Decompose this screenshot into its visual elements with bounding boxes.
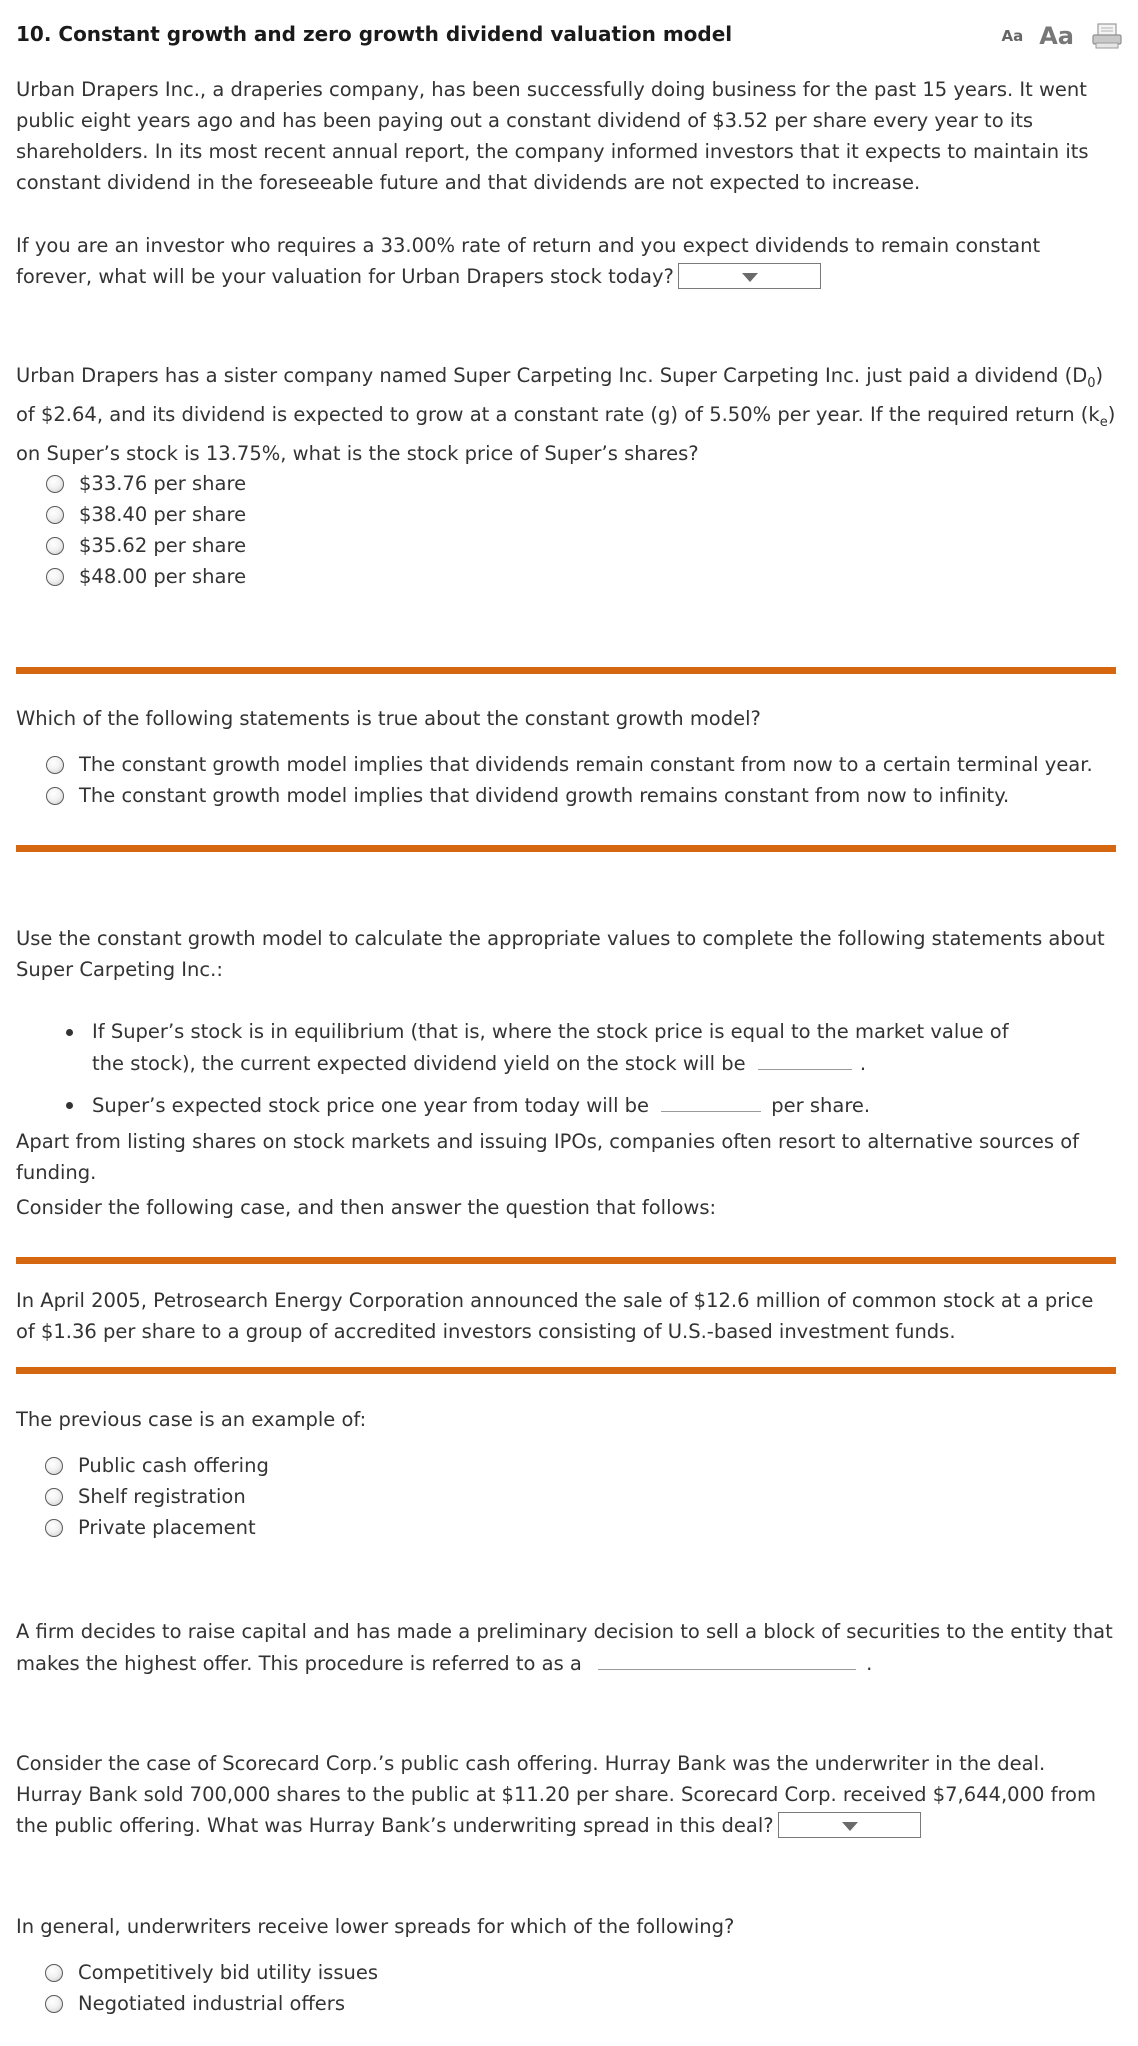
bullet1-end: . (859, 1052, 867, 1075)
radio-option[interactable] (45, 1481, 269, 1512)
super-question-text-c: ) on Super’s stock is 13.75%, what is the stock price of Super’s shares? (16, 402, 1116, 465)
d0-subscript: 0 (1087, 375, 1096, 391)
radio-button[interactable] (45, 1964, 63, 1982)
radio-option[interactable] (45, 1450, 269, 1481)
lower-spreads-question (16, 1911, 1116, 1942)
constant-growth-options (46, 749, 1093, 811)
radio-button[interactable] (45, 1995, 63, 2013)
radio-button[interactable] (46, 568, 64, 586)
radio-option[interactable] (45, 1988, 378, 2019)
radio-option[interactable] (46, 530, 246, 561)
radio-label: Shelf registration (78, 1485, 246, 1508)
statements-list (66, 1016, 1106, 1121)
funding-intro-text: Apart from listing shares on stock markets and issuing IPOs, companies often resort to alternative sources of funding. (16, 1130, 1080, 1184)
bullet2-text-b: per share. (771, 1094, 871, 1117)
auction-question-end: . (866, 1652, 873, 1675)
dropdown-arrow-icon (842, 1822, 858, 1831)
radio-option[interactable] (45, 1512, 269, 1543)
radio-label: Competitively bid utility issues (78, 1961, 379, 1984)
scorecard-question (16, 1748, 1116, 1841)
underwriting-spread-dropdown[interactable] (778, 1812, 921, 1838)
bullet1-text-b: the stock), the current expected dividend yield on the stock will be (92, 1052, 746, 1075)
constant-growth-question (16, 703, 1116, 734)
case-instruction (16, 1192, 1116, 1223)
bullet-icon (66, 1029, 73, 1036)
super-question-text-b: ) of $2.64, and its dividend is expected to grow at a constant rate (g) of 5.50% per year. If the required return (k (16, 364, 1104, 426)
radio-button[interactable] (46, 475, 64, 493)
radio-label: $35.62 per share (79, 534, 247, 557)
bullet-icon (66, 1102, 73, 1109)
urban-drapers-intro: Urban Drapers Inc., a draperies company, has been successfully doing business for the past 15 years. It went public eight years ago and has been paying out a constant dividend of $3.52 per share every year to its shareholders. In its most recent annual report, the company informed investors that it expects to maintain its constant dividend in the foreseeable future and that dividends are not expected to increase. (16, 78, 1089, 194)
petrosearch-case (16, 1285, 1116, 1347)
radio-option[interactable] (46, 561, 246, 592)
radio-button[interactable] (46, 506, 64, 524)
radio-option[interactable] (45, 1957, 378, 1988)
spread-options (45, 1957, 378, 2019)
radio-button[interactable] (45, 1488, 63, 1506)
bullet1-text-a: If Super’s stock is in equilibrium (that is, where the stock price is equal to the market value of (92, 1020, 1009, 1043)
radio-label: The constant growth model implies that dividends remain constant from now to a certain terminal year. (79, 753, 1093, 776)
case-example-question-text: The previous case is an example of: (16, 1408, 367, 1431)
stock-price-options (46, 468, 246, 592)
offering-type-options (45, 1450, 269, 1543)
case-example-question (16, 1404, 1116, 1435)
super-question-text-a: Urban Drapers has a sister company named Super Carpeting Inc. Super Carpeting Inc. just paid a dividend (D (16, 364, 1088, 387)
radio-label: $33.76 per share (79, 472, 247, 495)
dropdown-arrow-icon (742, 273, 758, 282)
radio-button[interactable] (46, 537, 64, 555)
radio-option[interactable] (46, 780, 1093, 811)
bullet2-text-a: Super’s expected stock price one year from today will be (92, 1094, 650, 1117)
radio-option[interactable] (46, 749, 1093, 780)
valuation-question (16, 230, 1116, 292)
radio-option[interactable] (46, 468, 246, 499)
valuation-question-text: If you are an investor who requires a 33.00% rate of return and you expect dividends to remain constant forever, what will be your valuation for Urban Drapers stock today? (16, 234, 1041, 288)
complete-statements-text: Use the constant growth model to calculate the appropriate values to complete the following statements about Super Carpeting Inc.: (16, 927, 1105, 981)
valuation-dropdown[interactable] (678, 263, 821, 289)
auction-question (16, 1616, 1116, 1679)
dividend-yield-input[interactable] (758, 1047, 852, 1070)
radio-label: $38.40 per share (79, 503, 247, 526)
funding-intro (16, 1126, 1116, 1188)
radio-button[interactable] (46, 756, 64, 774)
scorecard-question-text: Consider the case of Scorecard Corp.’s public cash offering. Hurray Bank was the underwriter in the deal. Hurray Bank sold 700,000 shares to the public at $11.20 per share. Scorecard Corp. received $7,644,000 from the public offering. What was Hurray Bank’s underwriting spread in this deal? (16, 1752, 1096, 1837)
expected-price-input[interactable] (661, 1089, 761, 1112)
radio-option[interactable] (46, 499, 246, 530)
radio-button[interactable] (45, 1457, 63, 1475)
question-title: 10. Constant growth and zero growth dividend valuation model (16, 22, 733, 46)
auction-question-text: A firm decides to raise capital and has made a preliminary decision to sell a block of securities to the entity that makes the highest offer. This procedure is referred to as a (16, 1620, 1113, 1675)
lower-spreads-question-text: In general, underwriters receive lower spreads for which of the following? (16, 1915, 735, 1938)
section-divider (16, 845, 1116, 852)
toolbar (1001, 20, 1122, 52)
case-instruction-text: Consider the following case, and then answer the question that follows: (16, 1196, 717, 1219)
radio-label: The constant growth model implies that dividend growth remains constant from now to infinity. (79, 784, 1010, 807)
petrosearch-case-text: In April 2005, Petrosearch Energy Corporation announced the sale of $12.6 million of common stock at a price of $1.36 per share to a group of accredited investors consisting of U.S.-based investment funds. (16, 1289, 1094, 1343)
radio-label: Negotiated industrial offers (78, 1992, 345, 2015)
section-divider (16, 1367, 1116, 1374)
super-carpeting-question (16, 360, 1116, 469)
list-item (66, 1089, 1106, 1121)
radio-label: Private placement (78, 1516, 256, 1539)
constant-growth-question-text: Which of the following statements is true about the constant growth model? (16, 707, 761, 730)
ke-subscript: e (1099, 414, 1108, 430)
radio-label: $48.00 per share (79, 565, 247, 588)
radio-button[interactable] (45, 1519, 63, 1537)
procedure-input[interactable] (598, 1647, 856, 1670)
decrease-font-button[interactable]: Aa (1001, 27, 1024, 45)
radio-label: Public cash offering (78, 1454, 269, 1477)
complete-statements-intro (16, 923, 1116, 985)
question-header (16, 20, 1122, 52)
radio-button[interactable] (46, 787, 64, 805)
increase-font-button[interactable]: Aa (1039, 22, 1074, 50)
list-item (66, 1016, 1106, 1079)
intro-paragraph (16, 74, 1116, 198)
print-icon[interactable] (1092, 23, 1122, 49)
section-divider (16, 667, 1116, 674)
section-divider (16, 1257, 1116, 1264)
